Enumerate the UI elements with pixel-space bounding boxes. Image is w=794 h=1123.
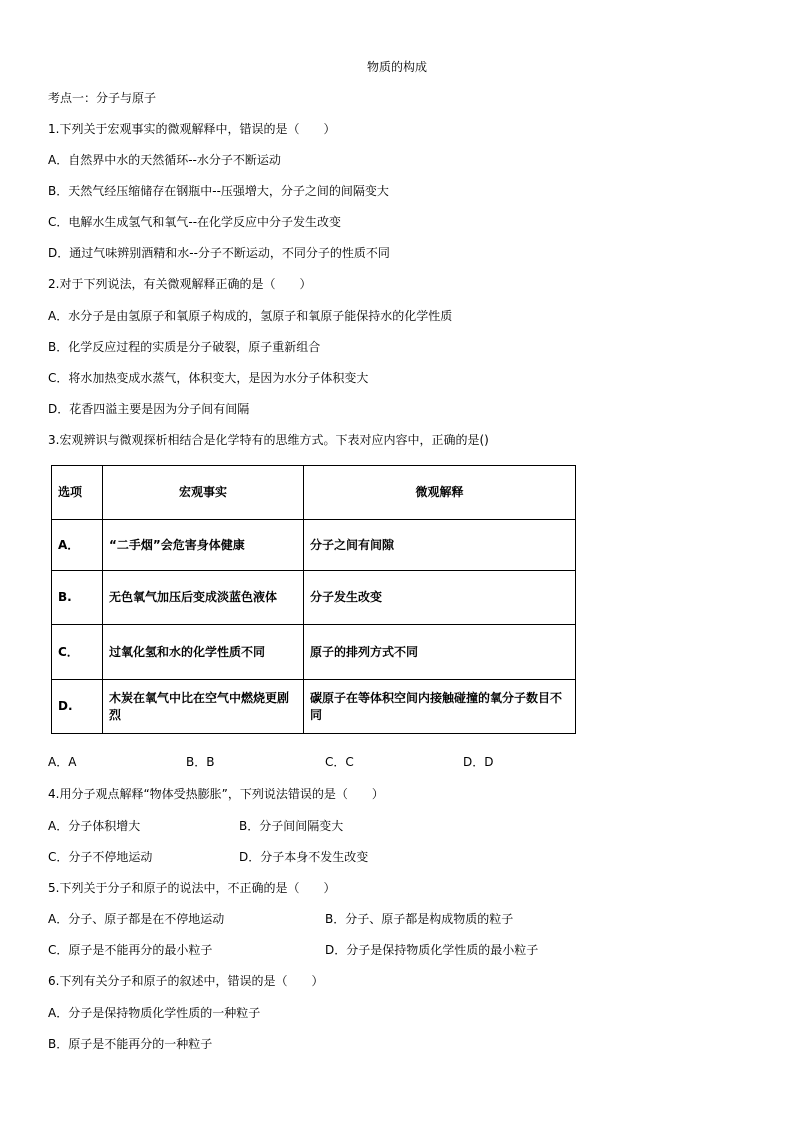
q3-stem: 3.宏观辨识与微观探析相结合是化学特有的思维方式。下表对应内容中，正确的是() xyxy=(48,433,489,447)
row-micro: 碳原子在等体积空间内接触碰撞的氧分子数目不同 xyxy=(304,680,576,734)
q5-option-b: B．分子、原子都是构成物质的粒子 xyxy=(325,912,514,926)
q3-option-c: C．C xyxy=(325,755,354,769)
row-macro: 无色氧气加压后变成淡蓝色液体 xyxy=(103,571,304,625)
table-row xyxy=(52,520,576,571)
q2-option-c: C．将水加热变成水蒸气，体积变大，是因为水分子体积变大 xyxy=(48,371,369,385)
q6-option-a: A．分子是保持物质化学性质的一种粒子 xyxy=(48,1006,261,1020)
row-option: D. xyxy=(52,680,103,734)
row-micro: 原子的排列方式不同 xyxy=(304,625,576,680)
q1-option-a: A．自然界中水的天然循环--水分子不断运动 xyxy=(48,153,281,167)
section-heading: 考点一：分子与原子 xyxy=(48,91,157,105)
q2-option-d: D．花香四溢主要是因为分子间有间隔 xyxy=(48,402,250,416)
q4-stem: 4.用分子观点解释“物体受热膨胀”，下列说法错误的是（ ） xyxy=(48,787,384,801)
row-micro: 分子之间有间隙 xyxy=(304,520,576,571)
q2-stem: 2.对于下列说法，有关微观解释正确的是（ ） xyxy=(48,277,312,291)
q5-option-d: D．分子是保持物质化学性质的最小粒子 xyxy=(325,943,539,957)
q4-option-b: B．分子间间隔变大 xyxy=(239,819,344,833)
q3-option-b: B．B xyxy=(186,755,215,769)
q2-option-b: B．化学反应过程的实质是分子破裂，原子重新组合 xyxy=(48,340,321,354)
q3-option-d: D．D xyxy=(463,755,494,769)
q4-option-a: A．分子体积增大 xyxy=(48,819,141,833)
q3-table xyxy=(51,465,576,734)
table-header-micro: 微观解释 xyxy=(304,466,576,520)
table-header-row xyxy=(52,466,576,520)
row-micro: 分子发生改变 xyxy=(304,571,576,625)
table-row xyxy=(52,571,576,625)
q1-option-d: D．通过气味辨别酒精和水--分子不断运动，不同分子的性质不同 xyxy=(48,246,390,260)
page-title: 物质的构成 xyxy=(366,60,427,74)
table-row xyxy=(52,680,576,734)
row-macro: “二手烟”会危害身体健康 xyxy=(103,520,304,571)
q4-option-d: D．分子本身不发生改变 xyxy=(239,850,369,864)
row-macro: 木炭在氧气中比在空气中燃烧更剧烈 xyxy=(103,680,304,734)
q6-option-b: B．原子是不能再分的一种粒子 xyxy=(48,1037,213,1051)
q1-option-b: B．天然气经压缩储存在钢瓶中--压强增大，分子之间的间隔变大 xyxy=(48,184,389,198)
row-option: B. xyxy=(52,571,103,625)
q3-option-a: A．A xyxy=(48,755,77,769)
row-macro: 过氧化氢和水的化学性质不同 xyxy=(103,625,304,680)
q1-stem: 1.下列关于宏观事实的微观解释中，错误的是（ ） xyxy=(48,122,336,136)
q5-stem: 5.下列关于分子和原子的说法中，不正确的是（ ） xyxy=(48,881,336,895)
row-option: C． xyxy=(52,625,103,680)
q5-option-c: C．原子是不能再分的最小粒子 xyxy=(48,943,213,957)
q4-option-c: C．分子不停地运动 xyxy=(48,850,153,864)
table-header-option: 选项 xyxy=(52,466,103,520)
table-row xyxy=(52,625,576,680)
q2-option-a: A．水分子是由氢原子和氧原子构成的，氢原子和氧原子能保持水的化学性质 xyxy=(48,309,453,323)
table-header-macro: 宏观事实 xyxy=(103,466,304,520)
q1-option-c: C．电解水生成氢气和氧气--在化学反应中分子发生改变 xyxy=(48,215,342,229)
q5-option-a: A．分子、原子都是在不停地运动 xyxy=(48,912,225,926)
q6-stem: 6.下列有关分子和原子的叙述中，错误的是（ ） xyxy=(48,974,324,988)
row-option: A． xyxy=(52,520,103,571)
